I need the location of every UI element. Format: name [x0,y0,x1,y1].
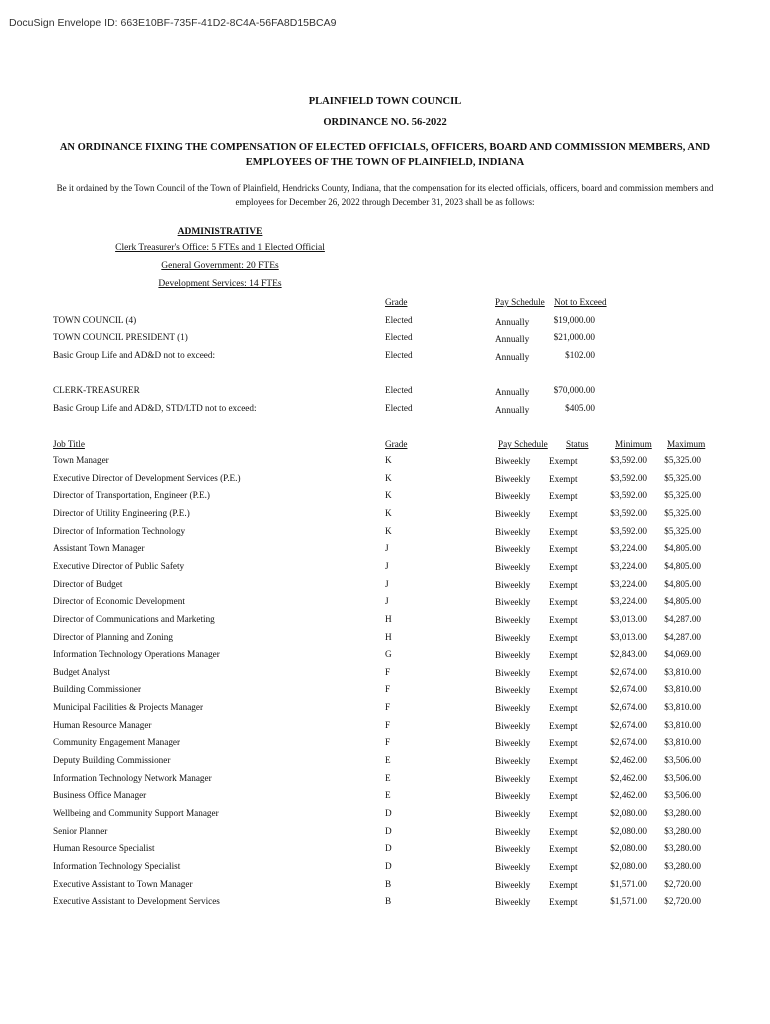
job-title: Director of Budget [53,579,123,589]
job-minimum: $2,674.00 [610,702,647,712]
job-maximum: $3,810.00 [664,737,701,747]
job-maximum: $2,720.00 [664,879,701,889]
grade-header: Grade [385,297,408,307]
job-schedule: Biweekly [495,791,531,801]
job-schedule: Biweekly [495,615,531,625]
job-schedule: Biweekly [495,509,531,519]
job-schedule: Biweekly [495,738,531,748]
job-grade: F [385,667,391,677]
job-minimum: $2,674.00 [610,667,647,677]
job-minimum: $3,224.00 [610,561,647,571]
elected-schedule: Annually [495,352,530,362]
job-status: Exempt [549,738,578,748]
job-maximum: $4,805.00 [664,596,701,606]
job-minimum: $3,013.00 [610,632,647,642]
job-minimum: $3,592.00 [610,490,647,500]
job-title: Business Office Manager [53,790,147,800]
job-maximum: $5,325.00 [664,508,701,518]
minimum-header: Minimum [615,439,652,449]
job-minimum: $2,462.00 [610,790,647,800]
job-minimum: $3,592.00 [610,473,647,483]
maximum-header: Maximum [667,439,706,449]
job-schedule: Biweekly [495,809,531,819]
job-schedule: Biweekly [495,474,531,484]
job-status: Exempt [549,580,578,590]
job-maximum: $3,810.00 [664,684,701,694]
job-title: Information Technology Network Manager [53,773,212,783]
job-title: Municipal Facilities & Projects Manager [53,702,204,712]
job-maximum: $5,325.00 [664,526,701,536]
job-status: Exempt [549,668,578,678]
job-grade: H [385,614,392,624]
grade-header: Grade [385,439,408,449]
job-maximum: $5,325.00 [664,473,701,483]
job-status: Exempt [549,880,578,890]
job-minimum: $2,462.00 [610,773,647,783]
job-schedule: Biweekly [495,844,531,854]
job-minimum: $2,843.00 [610,649,647,659]
job-maximum: $3,280.00 [664,808,701,818]
job-grade: J [385,596,389,606]
job-grade: F [385,702,391,712]
job-grade: K [385,473,392,483]
job-title: Executive Director of Development Services (P.E.) [53,473,241,483]
job-grade: J [385,561,389,571]
envelope-id: DocuSign Envelope ID: 663E10BF-735F-41D2-8C4A-56FA8D15BCA9 [9,17,337,29]
job-maximum: $3,280.00 [664,861,701,871]
job-schedule: Biweekly [495,456,531,466]
job-title-header: Job Title [53,439,85,449]
job-status: Exempt [549,615,578,625]
job-title: Deputy Building Commissioner [53,755,171,765]
job-grade: D [385,861,392,871]
job-grade: E [385,773,391,783]
job-grade: K [385,508,392,518]
job-status: Exempt [549,527,578,537]
elected-title: TOWN COUNCIL PRESIDENT (1) [53,332,188,342]
job-schedule: Biweekly [495,633,531,643]
elected-schedule: Annually [495,317,530,327]
job-minimum: $2,080.00 [610,861,647,871]
job-grade: E [385,790,391,800]
status-header: Status [566,439,589,449]
job-title: Information Technology Operations Manager [53,649,220,659]
job-status: Exempt [549,491,578,501]
job-maximum: $4,287.00 [664,632,701,642]
job-status: Exempt [549,685,578,695]
job-grade: F [385,684,391,694]
job-minimum: $2,080.00 [610,808,647,818]
elected-title: TOWN COUNCIL (4) [53,315,137,325]
job-schedule: Biweekly [495,703,531,713]
elected-grade: Elected [385,403,413,413]
job-status: Exempt [549,509,578,519]
job-schedule: Biweekly [495,897,531,907]
administrative-line: Clerk Treasurer's Office: 5 FTEs and 1 Elected Official [115,243,325,253]
job-schedule: Biweekly [495,668,531,678]
job-title: Executive Director of Public Safety [53,561,185,571]
job-title: Executive Assistant to Development Services [53,896,220,906]
job-schedule: Biweekly [495,562,531,572]
job-schedule: Biweekly [495,650,531,660]
job-maximum: $3,506.00 [664,790,701,800]
job-title: Human Resource Specialist [53,843,155,853]
job-grade: D [385,808,392,818]
job-minimum: $3,592.00 [610,526,647,536]
elected-grade: Elected [385,332,413,342]
elected-schedule: Annually [495,334,530,344]
job-status: Exempt [549,862,578,872]
job-status: Exempt [549,544,578,554]
job-grade: B [385,896,392,906]
pay-schedule-header: Pay Schedule [498,439,548,449]
job-maximum: $4,805.00 [664,561,701,571]
job-minimum: $3,592.00 [610,508,647,518]
elected-title: Basic Group Life and AD&D not to exceed: [53,350,216,360]
elected-schedule: Annually [495,387,530,397]
job-grade: F [385,737,391,747]
job-title: Director of Communications and Marketing [53,614,215,624]
job-grade: F [385,720,391,730]
job-schedule: Biweekly [495,491,531,501]
job-title: Director of Planning and Zoning [53,632,173,642]
job-status: Exempt [549,897,578,907]
job-grade: G [385,649,392,659]
job-schedule: Biweekly [495,880,531,890]
job-title: Director of Economic Development [53,596,185,606]
job-title: Building Commissioner [53,684,142,694]
job-status: Exempt [549,809,578,819]
job-title: Information Technology Specialist [53,861,181,871]
job-minimum: $3,224.00 [610,543,647,553]
job-schedule: Biweekly [495,862,531,872]
council-name: PLAINFIELD TOWN COUNCIL [308,96,462,107]
job-status: Exempt [549,633,578,643]
job-title: Human Resource Manager [53,720,152,730]
job-title: Budget Analyst [53,667,110,677]
job-grade: D [385,826,392,836]
job-grade: B [385,879,392,889]
job-maximum: $2,720.00 [664,896,701,906]
job-title: Town Manager [53,455,109,465]
job-title: Executive Assistant to Town Manager [53,879,193,889]
elected-amount: $102.00 [565,350,595,360]
job-maximum: $3,506.00 [664,755,701,765]
job-status: Exempt [549,703,578,713]
job-grade: E [385,755,391,765]
job-minimum: $2,674.00 [610,720,647,730]
job-grade: K [385,490,392,500]
job-grade: K [385,455,392,465]
job-maximum: $5,325.00 [664,455,701,465]
administrative-heading: ADMINISTRATIVE [177,227,263,237]
job-maximum: $3,506.00 [664,773,701,783]
administrative-line: General Government: 20 FTEs [161,261,279,271]
job-minimum: $1,571.00 [610,879,647,889]
job-schedule: Biweekly [495,721,531,731]
job-status: Exempt [549,650,578,660]
job-title: Wellbeing and Community Support Manager [53,808,219,818]
job-grade: H [385,632,392,642]
job-minimum: $2,674.00 [610,737,647,747]
job-status: Exempt [549,827,578,837]
job-title: Director of Information Technology [53,526,186,536]
job-status: Exempt [549,562,578,572]
job-status: Exempt [549,774,578,784]
job-status: Exempt [549,597,578,607]
job-status: Exempt [549,844,578,854]
job-title: Assistant Town Manager [53,543,145,553]
job-schedule: Biweekly [495,527,531,537]
job-status: Exempt [549,456,578,466]
job-maximum: $3,280.00 [664,843,701,853]
job-status: Exempt [549,756,578,766]
administrative-line: Development Services: 14 FTEs [158,279,282,289]
job-status: Exempt [549,474,578,484]
job-schedule: Biweekly [495,685,531,695]
job-status: Exempt [549,791,578,801]
job-maximum: $4,287.00 [664,614,701,624]
ordinance-number: ORDINANCE NO. 56-2022 [323,117,447,128]
job-schedule: Biweekly [495,774,531,784]
elected-schedule: Annually [495,405,530,415]
job-schedule: Biweekly [495,597,531,607]
elected-title: Basic Group Life and AD&D, STD/LTD not to exceed: [53,403,257,413]
ordinance-title: AN ORDINANCE FIXING THE COMPENSATION OF ELECTED OFFICIALS, OFFICERS, BOARD AND COMMISSION MEMBERS, AND EMPLOYEES OF THE TOWN OF PLAINFIELD, INDIANA [59,142,711,168]
job-schedule: Biweekly [495,827,531,837]
job-title: Senior Planner [53,826,108,836]
job-minimum: $3,224.00 [610,596,647,606]
job-maximum: $4,805.00 [664,579,701,589]
job-schedule: Biweekly [495,756,531,766]
job-maximum: $3,810.00 [664,702,701,712]
job-minimum: $2,080.00 [610,843,647,853]
intro-paragraph: Be it ordained by the Town Council of the Town of Plainfield, Hendricks County, Indiana, that the compensation for its elected officials, officers, board and commission members and employees for December 26, 2022 through December 31, 2023 shall be as follows: [56,183,714,207]
job-minimum: $2,462.00 [610,755,647,765]
job-minimum: $3,013.00 [610,614,647,624]
job-minimum: $3,592.00 [610,455,647,465]
job-minimum: $2,674.00 [610,684,647,694]
job-maximum: $4,805.00 [664,543,701,553]
job-title: Director of Transportation, Engineer (P.E.) [53,490,210,500]
job-maximum: $4,069.00 [664,649,701,659]
elected-amount: $19,000.00 [553,315,595,325]
pay-schedule-header: Pay Schedule [495,297,545,307]
elected-amount: $405.00 [565,403,595,413]
elected-grade: Elected [385,315,413,325]
not-to-exceed-header: Not to Exceed [554,297,607,307]
job-grade: D [385,843,392,853]
elected-grade: Elected [385,385,413,395]
job-minimum: $3,224.00 [610,579,647,589]
job-status: Exempt [549,721,578,731]
job-minimum: $1,571.00 [610,896,647,906]
job-title: Community Engagement Manager [53,737,181,747]
job-maximum: $3,810.00 [664,720,701,730]
job-maximum: $5,325.00 [664,490,701,500]
job-title: Director of Utility Engineering (P.E.) [53,508,190,518]
job-maximum: $3,810.00 [664,667,701,677]
job-minimum: $2,080.00 [610,826,647,836]
elected-amount: $70,000.00 [553,385,595,395]
job-grade: K [385,526,392,536]
job-schedule: Biweekly [495,544,531,554]
elected-title: CLERK-TREASURER [53,385,140,395]
job-schedule: Biweekly [495,580,531,590]
elected-amount: $21,000.00 [553,332,595,342]
elected-grade: Elected [385,350,413,360]
job-maximum: $3,280.00 [664,826,701,836]
job-grade: J [385,543,389,553]
job-grade: J [385,579,389,589]
